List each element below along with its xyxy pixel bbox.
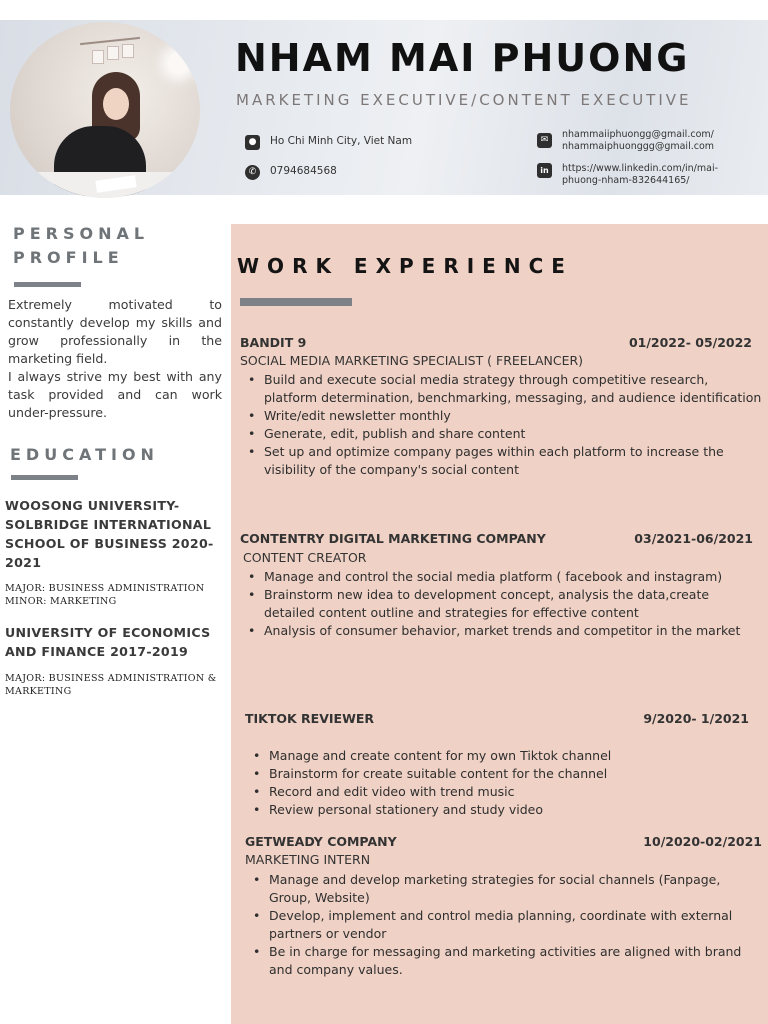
list-item: • Manage and develop marketing strategies for social channels (Fanpage, Group, Website) (245, 871, 762, 907)
envelope-icon: ✉ (537, 133, 552, 148)
contact-email[interactable] (537, 129, 714, 153)
profile-photo (10, 22, 200, 198)
location-text: Ho Chi Minh City, Viet Nam (270, 135, 413, 147)
email-line-2[interactable]: nhammaiphuonggg@gmail.com (562, 141, 715, 152)
list-item: • Write/edit newsletter monthly (240, 407, 762, 425)
job-company: CONTENTRY DIGITAL MARKETING COMPANY (240, 531, 546, 546)
list-item: • Set up and optimize company pages within each platform to increase the visibility of the company's social content (240, 443, 762, 479)
photo-face (103, 88, 129, 120)
linkedin-text[interactable] (562, 163, 718, 187)
list-item: • Brainstorm new idea to development concept, analysis the data,create detailed content outline and strategies for effective content (240, 586, 762, 622)
photo-lamp (168, 52, 190, 74)
list-item: • Record and edit video with trend music (245, 783, 762, 801)
email-line-1[interactable]: nhammaiiphuongg@gmail.com/ (562, 129, 714, 140)
job-header (240, 531, 753, 546)
contact-phone (245, 165, 337, 180)
job-header (245, 711, 749, 726)
job-role: MARKETING INTERN (245, 852, 371, 867)
photo-polaroid (122, 44, 134, 58)
job-company: TIKTOK REVIEWER (245, 711, 375, 726)
job-header (245, 834, 762, 849)
edu-school-2: UNIVERSITY OF ECONOMICS AND FINANCE 2017-2019 (5, 625, 211, 659)
edu-major-1 (5, 582, 230, 608)
profile-paragraph-2: I always strive my best with any task provided and can work under-pressure. (8, 369, 222, 420)
photo-polaroid (107, 46, 119, 60)
list-item: • Manage and create content for my own Tiktok channel (245, 747, 762, 765)
list-item: • Manage and control the social media platform ( facebook and instagram) (240, 568, 762, 586)
job-date: 10/2020-02/2021 (643, 834, 762, 849)
list-item: • Build and execute social media strategy through competitive research, platform determination, benchmarking, messaging, and audience identification (240, 371, 762, 407)
linkedin-line-1[interactable]: https://www.linkedin.com/in/mai- (562, 163, 719, 174)
profile-heading-line-1: PERSONAL (13, 224, 150, 243)
edu-school-1: WOOSONG UNIVERSITY-SOLBRIDGE INTERNATIONAL SCHOOL OF BUSINESS 2020-2021 (5, 498, 214, 570)
job-company: GETWEADY COMPANY (245, 834, 397, 849)
edu-major-1-line: MAJOR: BUSINESS ADMINISTRATION (5, 583, 205, 594)
profile-heading-line-2: PROFILE (13, 248, 124, 267)
profile-rule (14, 282, 81, 287)
photo-polaroid (92, 50, 104, 64)
profile-text (8, 296, 222, 422)
edu-major-2: MAJOR: BUSINESS ADMINISTRATION & MARKETING (5, 673, 217, 697)
work-rule (240, 298, 352, 306)
map-pin-icon: ● (245, 135, 260, 150)
job-bullets (245, 747, 762, 819)
contact-location (245, 135, 412, 150)
edu-minor-1-line: MINOR: MARKETING (5, 596, 117, 607)
job-company: BANDIT 9 (240, 335, 307, 350)
list-item: • Analysis of consumer behavior, market trends and competitor in the market (240, 622, 762, 640)
list-item: • Brainstorm for create suitable content for the channel (245, 765, 762, 783)
job-date: 9/2020- 1/2021 (643, 711, 749, 726)
linkedin-icon: in (537, 163, 552, 178)
linkedin-line-2[interactable]: phuong-nham-832644165/ (562, 175, 690, 186)
phone-icon: ✆ (245, 165, 260, 180)
job-date: 01/2022- 05/2022 (628, 335, 752, 350)
list-item: • Develop, implement and control media planning, coordinate with external partners or vendor (245, 907, 762, 943)
phone-text: 0794684568 (270, 165, 337, 177)
candidate-name: NHAM MAI PHUONG (235, 36, 690, 80)
job-bullets (240, 371, 762, 479)
list-item: • Review personal stationery and study video (245, 801, 762, 819)
job-date: 03/2021-06/2021 (634, 531, 753, 546)
email-text[interactable] (562, 129, 714, 153)
job-role: CONTENT CREATOR (243, 550, 367, 565)
job-role: SOCIAL MEDIA MARKETING SPECIALIST ( FREELANCER) (240, 353, 584, 368)
education-heading: EDUCATION (10, 445, 159, 464)
work-heading: WORK EXPERIENCE (237, 254, 573, 278)
profile-paragraph-1: Extremely motivated to constantly develop my skills and grow professionally in the marketing field. (8, 297, 222, 366)
profile-heading (13, 222, 149, 270)
list-item: • Generate, edit, publish and share content (240, 425, 762, 443)
contact-linkedin[interactable] (537, 163, 718, 187)
education-rule (11, 475, 78, 480)
job-header (240, 335, 752, 350)
list-item: • Be in charge for messaging and marketing activities are aligned with brand and company values. (245, 943, 762, 979)
job-bullets (245, 871, 762, 979)
job-title: MARKETING EXECUTIVE/CONTENT EXECUTIVE (236, 91, 692, 109)
job-bullets (240, 568, 762, 640)
